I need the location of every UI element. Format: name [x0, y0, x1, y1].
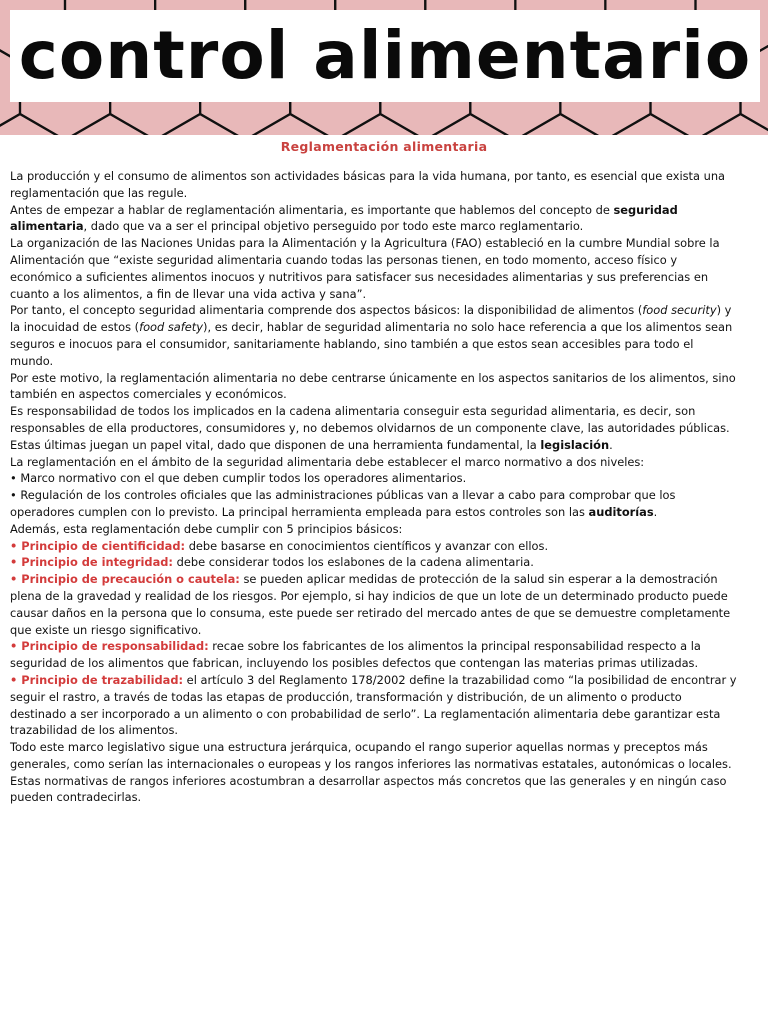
paragraph: [10, 302, 738, 369]
principle-text: debe considerar todos los eslabones de la cadena alimentaria.: [172, 555, 534, 570]
title-box: [10, 10, 760, 102]
hexagon-shape: [696, 114, 768, 135]
list-item: [10, 470, 738, 487]
principle-label: • Principio de trazabilidad:: [10, 672, 184, 687]
paragraph: [10, 403, 738, 453]
principle-text: se pueden aplicar medidas de protección de la salud sin esperar a la demostración plena de la gravedad y realidad de los riesgos. Por ejemplo, si hay indicios de que un lote de un determinado producto puede causar daños en la persona que lo consuma, este puede ser retirado del mercado antes de que se demuestre completamente que existe un riesgo significativo.: [10, 572, 731, 637]
principle-item: [10, 571, 738, 638]
paragraph-text: • Regulación de los controles oficiales que las administraciones públicas van a llevar a cabo para comprobar que los operadores cumplen con lo previsto. La principal herramienta empleada para estos controles son las: [10, 488, 676, 519]
paragraph-text: Es responsabilidad de todos los implicados en la cadena alimentaria conseguir esta seguridad alimentaria, es decir, son responsables de ella productores, consumidores y, no debemos olvidarnos de un componente clave, las autoridades públicas. Estas últimas juegan un papel vital, dado que disponen de una herramienta fundamental, la: [10, 404, 730, 452]
italic-term: food security: [642, 303, 717, 318]
hexagon-shape: [605, 114, 695, 135]
paragraph-text: Todo este marco legislativo sigue una estructura jerárquica, ocupando el rango superior aquellas normas y preceptos más generales, como serían las internacionales o europeas y los rangos inferiores las normativas estatales, autonómicas o locales. Estas normativas de rangos inferiores acostumbran a desarrollar aspectos más concretos que las generales y en ningún caso pueden contradecirlas.: [10, 740, 732, 805]
paragraph-text: • Marco normativo con el que deben cumplir todos los operadores alimentarios.: [10, 471, 467, 486]
hexagon-shape: [335, 114, 425, 135]
paragraph-text: Además, esta reglamentación debe cumplir con 5 principios básicos:: [10, 521, 403, 536]
principle-label: • Principio de responsabilidad:: [10, 639, 209, 654]
bold-term: legislación: [540, 437, 610, 452]
paragraph: [10, 202, 738, 236]
paragraph-text: .: [609, 437, 613, 452]
principle-text: el artículo 3 del Reglamento 178/2002 define la trazabilidad como “la posibilidad de encontrar y seguir el rastro, a través de todas las etapas de producción, transformación y distribución, de un alimento o producto destinado a ser incorporado a un alimento o con probabilidad de serlo”. La reglamentación alimentaria debe garantizar esta trazabilidad de los alimentos.: [10, 672, 737, 738]
bold-term: seguridad alimentaria: [10, 202, 678, 234]
paragraph: [10, 370, 738, 404]
paragraph-text: .: [653, 504, 658, 519]
paragraph-text: La reglamentación en el ámbito de la seguridad alimentaria debe establecer el marco normativo a dos niveles:: [10, 454, 645, 469]
hexagon-shape: [515, 114, 605, 135]
paragraph-text: Por este motivo, la reglamentación alimentaria no debe centrarse únicamente en los aspectos sanitarios de los alimentos, sino también en aspectos comerciales y económicos.: [10, 370, 736, 402]
section-heading: Reglamentación alimentaria: [280, 139, 488, 154]
bold-term: auditorías: [588, 504, 654, 519]
hexagon-shape: [245, 114, 335, 135]
hexagon-shape: [0, 114, 65, 135]
principle-item: [10, 554, 738, 571]
hexagon-shape: [155, 114, 245, 135]
list-item: [10, 487, 738, 521]
header-banner: [0, 0, 768, 135]
principle-item: [10, 672, 738, 739]
principle-label: • Principio de integridad:: [10, 555, 173, 570]
italic-term: food safety: [139, 320, 204, 335]
document-body: [10, 168, 738, 806]
paragraph-text: ) y la inocuidad de estos (: [10, 303, 732, 335]
paragraph: [10, 168, 738, 202]
paragraph: [10, 454, 738, 471]
paragraph: [10, 739, 738, 806]
principle-label: • Principio de cientificidad:: [10, 538, 186, 553]
paragraph-text: La organización de las Naciones Unidas para la Alimentación y la Agricultura (FAO) estableció en la cumbre Mundial sobre la Alimentación que “existe seguridad alimentaria cuando todas las personas tienen, en todo momento, acceso físico y económico a suficientes alimentos inocuos y nutritivos para satisfacer sus necesidades alimentarias y sus preferencias en cuanto a los alimentos, a fin de llevar una vida activa y sana”.: [10, 236, 720, 301]
principle-label: • Principio de precaución o cautela:: [10, 572, 240, 587]
principle-item: [10, 638, 738, 672]
paragraph-text: La producción y el consumo de alimentos son actividades básicas para la vida humana, por tanto, es esencial que exista una reglamentación que las regule.: [10, 169, 726, 200]
principle-item: [10, 538, 738, 555]
paragraph-text: ), es decir, hablar de seguridad alimentaria no solo hace referencia a que los alimentos sean seguros e inocuos para el consumidor, sanitariamente hablando, sino también a que estos sean accesibles para todo el mundo.: [10, 320, 733, 368]
principle-text: recae sobre los fabricantes de los alimentos la principal responsabilidad respecto a la seguridad de los alimentos que fabrican, incluyendo los posibles defectos que contengan las materias primas utilizadas.: [10, 639, 701, 671]
paragraph: [10, 235, 738, 302]
hexagon-shape: [425, 114, 515, 135]
paragraph-text: , dado que va a ser el principal objetivo perseguido por todo este marco reglamentario.: [83, 219, 584, 234]
paragraph: [10, 521, 738, 538]
page-title: control alimentario: [18, 17, 752, 94]
principle-text: debe basarse en conocimientos científicos y avanzar con ellos.: [185, 538, 549, 553]
paragraph-text: Por tanto, el concepto seguridad alimentaria comprende dos aspectos básicos: la disponibilidad de alimentos (: [10, 303, 643, 318]
paragraph-text: Antes de empezar a hablar de reglamentación alimentaria, es importante que hablemos del concepto de: [10, 202, 614, 217]
hexagon-shape: [65, 114, 155, 135]
